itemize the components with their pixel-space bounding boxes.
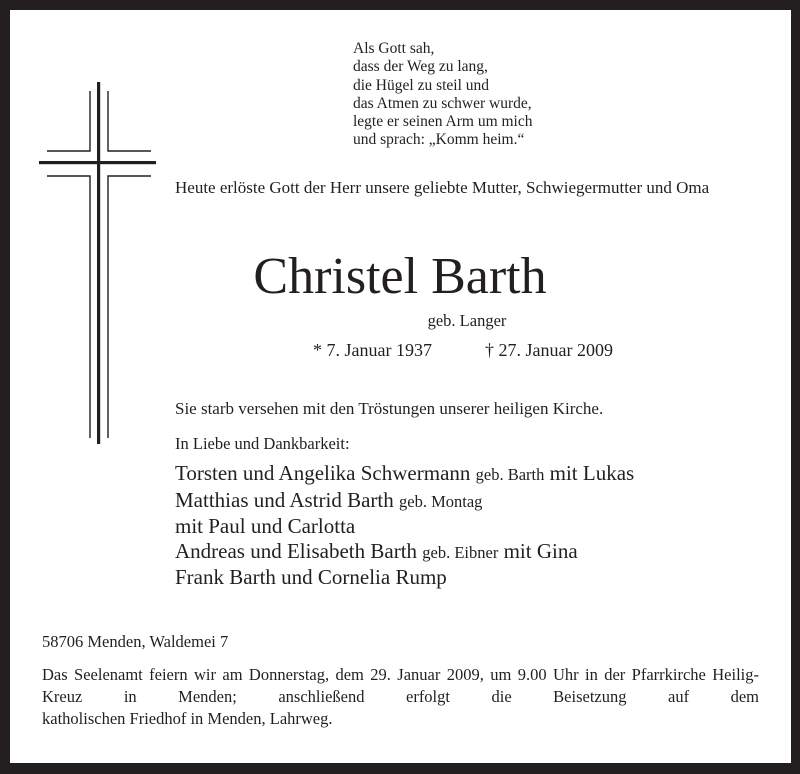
mourner-nee: geb. Montag — [399, 491, 483, 511]
mourners-list — [175, 461, 634, 590]
intro-text: Heute erlöste Gott der Herr unsere geliebte Mutter, Schwiegermutter und Oma — [175, 178, 710, 197]
mourner-nee: geb. Eibner — [422, 542, 499, 562]
poem-line: Als Gott sah, — [353, 40, 435, 57]
service-text-last: katholischen Friedhof in Menden, Lahrweg. — [42, 709, 333, 728]
mourner-names: Matthias und Astrid Barth — [175, 487, 394, 512]
love-line: In Liebe und Dankbarkeit: — [175, 434, 350, 453]
poem-line: das Atmen zu schwer wurde, — [353, 94, 532, 112]
deceased-name: Christel Barth — [253, 248, 547, 305]
mourner-children: mit Lukas — [549, 461, 635, 485]
service-info — [42, 664, 759, 730]
mourner-line — [175, 461, 634, 488]
mourner-names: Frank Barth und Cornelia Rump — [175, 565, 447, 589]
mourner-nee: geb. Barth — [475, 465, 545, 484]
death-date: † 27. Januar 2009 — [485, 340, 613, 360]
poem-line: legte er seinen Arm um mich — [353, 113, 533, 131]
poem-line: dass der Weg zu lang, — [353, 58, 488, 76]
address: 58706 Menden, Waldemei 7 — [42, 632, 229, 651]
poem-line: und sprach: „Komm heim.“ — [353, 131, 525, 149]
mourner-line — [175, 539, 634, 566]
mourner-line — [175, 514, 634, 539]
mourner-names: Torsten und Angelika Schwermann — [175, 461, 471, 485]
mourner-children: mit Paul und Carlotta — [175, 514, 356, 538]
birth-date: * 7. Januar 1937 — [313, 340, 432, 360]
poem — [353, 40, 533, 150]
sacraments-text: Sie starb versehen mit den Tröstungen unserer heiligen Kirche. — [175, 399, 604, 418]
mourner-names: Andreas und Elisabeth Barth — [175, 538, 418, 563]
service-text: Das Seelenamt feiern wir am Donnerstag, dem 29. Januar 2009, um 9.00 Uhr in der Pfarrkirche Heilig-Kreuz in Menden; anschließend erfolgt die Beisetzung auf dem — [42, 665, 759, 706]
mourner-line — [175, 488, 634, 515]
mourner-line — [175, 565, 634, 590]
mourner-children: mit Gina — [503, 538, 578, 563]
maiden-name: geb. Langer — [427, 311, 507, 330]
poem-line: die Hügel zu steil und — [353, 76, 490, 94]
